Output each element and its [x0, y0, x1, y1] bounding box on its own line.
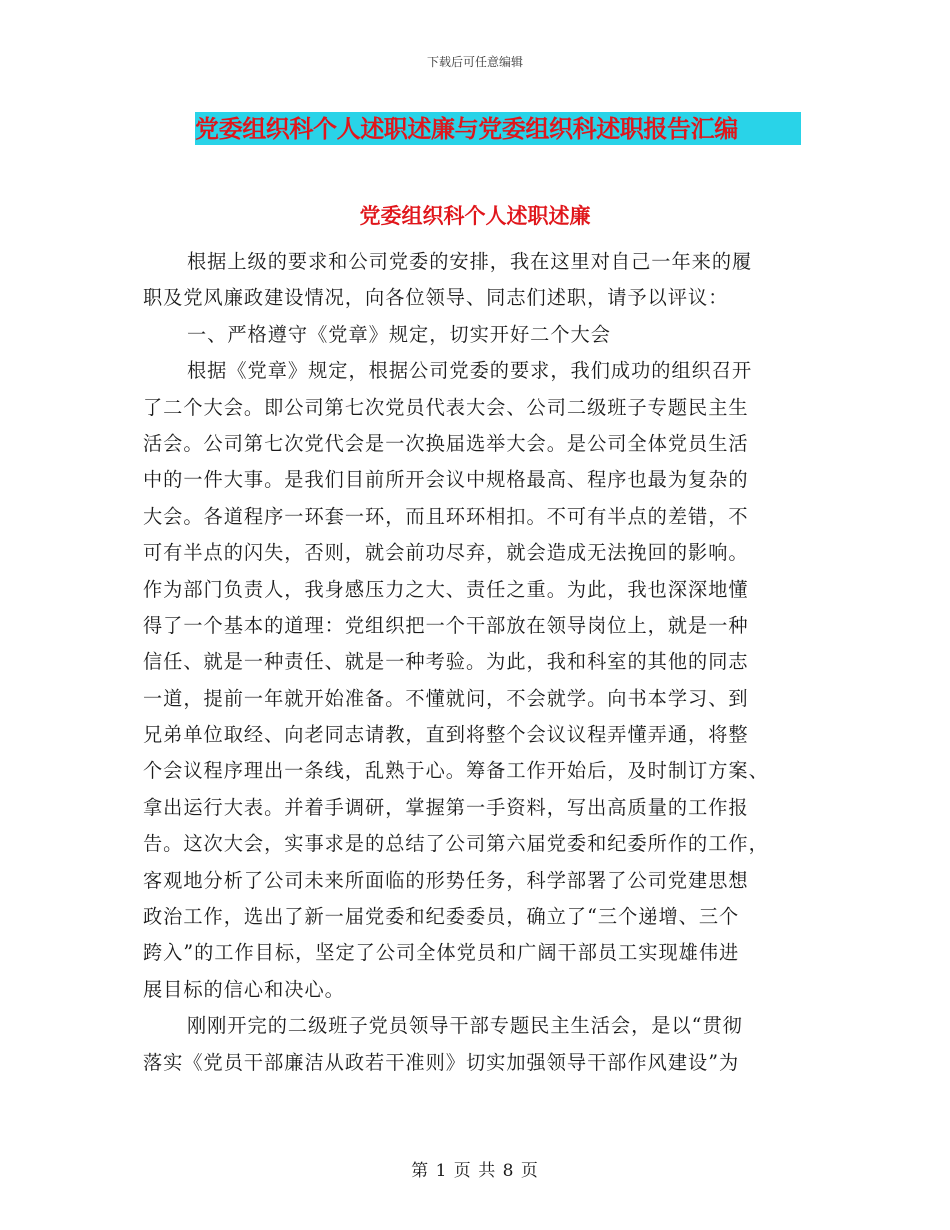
body-line: 落实《党员干部廉洁从政若干准则》切实加强领导干部作风建设”为	[143, 1050, 740, 1074]
body-line: 得了一个基本的道理：党组织把一个干部放在领导岗位上，就是一种	[143, 613, 749, 637]
body-line: 信任、就是一种责任、就是一种考验。为此，我和科室的其他的同志	[143, 650, 749, 674]
body-line: 活会。公司第七次党代会是一次换届选举大会。是公司全体党员生活	[143, 431, 749, 455]
body-line: 了二个大会。即公司第七次党员代表大会、公司二级班子专题民主生	[143, 395, 749, 419]
page-footer: 第 1 页 共 8 页	[411, 1161, 539, 1181]
body-line: 根据《党章》规定，根据公司党委的要求，我们成功的组织召开	[187, 359, 753, 383]
body-line: 根据上级的要求和公司党委的安排，我在这里对自己一年来的履	[187, 250, 753, 273]
body-line: 跨入”的工作目标，坚定了公司全体党员和广阔干部员工实现雄伟进	[143, 941, 740, 965]
body-line: 中的一件大事。是我们目前所开会议中规格最高、程序也最为复杂的	[143, 468, 749, 492]
body-line: 告。这次大会，实事求是的总结了公司第六届党委和纪委所作的工作，	[143, 832, 769, 856]
body-line: 政治工作，选出了新一届党委和纪委委员，确立了“三个递增、三个	[143, 905, 740, 929]
body-line: 展目标的信心和决心。	[143, 977, 345, 1001]
body-line: 一道，提前一年就开始准备。不懂就问，不会就学。向书本学习、到	[143, 686, 749, 710]
body-line: 作为部门负责人，我身感压力之大、责任之重。为此，我也深深地懂	[143, 577, 749, 601]
body-line: 可有半点的闪失，否则，就会前功尽弃，就会造成无法挽回的影响。	[143, 541, 749, 565]
document-body	[143, 244, 807, 1081]
body-line: 大会。各道程序一环套一环，而且环环相扣。不可有半点的差错，不	[143, 504, 749, 528]
body-line: 客观地分析了公司未来所面临的形势任务，科学部署了公司党建思想	[143, 868, 749, 892]
body-line: 职及党风廉政建设情况，向各位领导、同志们述职，请予以评议：	[143, 286, 729, 310]
section-title: 党委组织科个人述职述廉	[359, 203, 591, 228]
body-line: 兄弟单位取经、向老同志请教，直到将整个会议议程弄懂弄通，将整	[143, 723, 749, 747]
body-line: 一、严格遵守《党章》规定，切实开好二个大会	[187, 322, 611, 346]
header-note: 下载后可任意编辑	[426, 55, 523, 69]
body-line: 拿出运行大表。并着手调研，掌握第一手资料，写出高质量的工作报	[143, 795, 749, 819]
body-line: 个会议程序理出一条线，乱熟于心。筹备工作开始后，及时制订方案、	[143, 759, 769, 783]
body-line: 刚刚开完的二级班子党员领导干部专题民主生活会，是以“贯彻	[187, 1014, 743, 1038]
document-title: 党委组织科个人述职述廉与党委组织科述职报告汇编	[195, 112, 801, 145]
